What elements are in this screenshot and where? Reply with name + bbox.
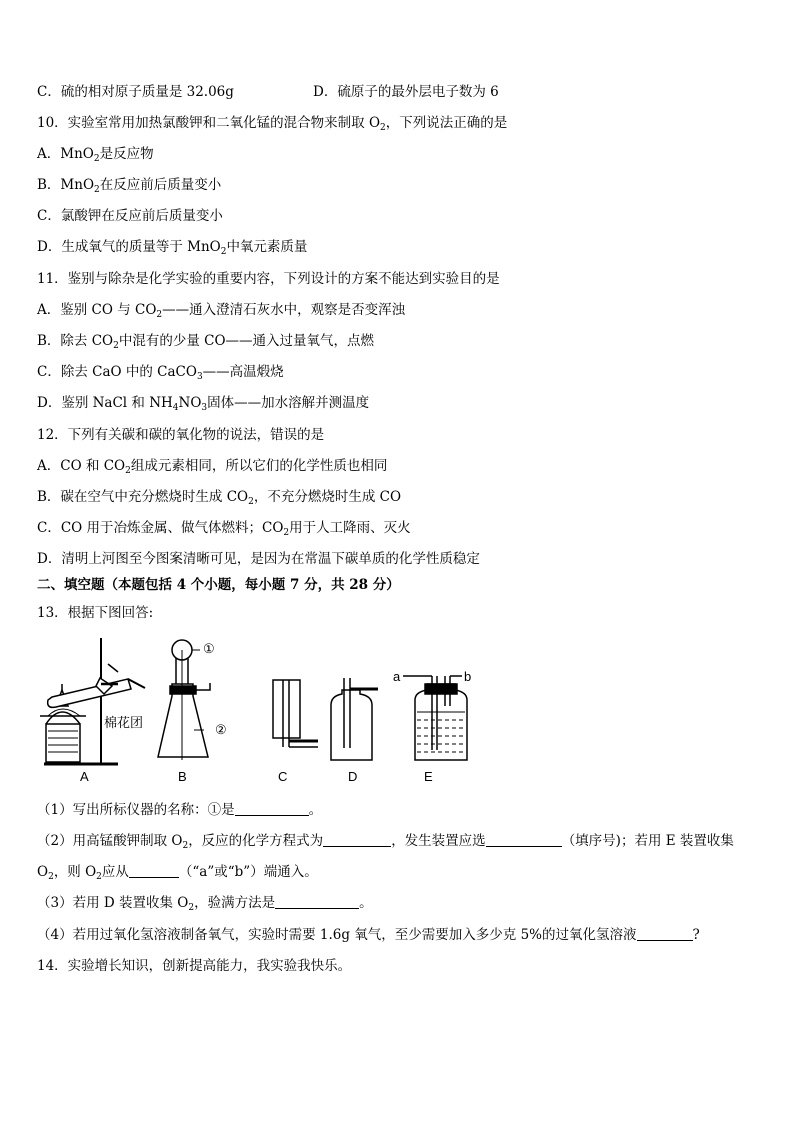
- q11-option-d: D．鉴别 NaCl 和 $NH_4NO_3$固体——加水溶解并测温度: [37, 395, 370, 413]
- question-12: 12．下列有关碳和碳的氧化物的说法，错误的是: [37, 427, 325, 443]
- q13-part-2-continued: $O_2$，则 $O_2$应从 （“a”或“b”）端通入。: [37, 864, 318, 882]
- q12-option-a: A．CO 和 $CO_2$组成元素相同，所以它们的化学性质也相同: [37, 458, 388, 476]
- question-13: 13．根据下图回答:: [37, 605, 154, 621]
- answer-blank[interactable]: [129, 863, 179, 878]
- marker-1: ①: [203, 641, 215, 656]
- q13-part-1: （1）写出所标仪器的名称：①是 。: [37, 802, 323, 818]
- apparatus-e: [403, 676, 467, 760]
- answer-blank[interactable]: [486, 832, 562, 847]
- q12-option-d: D．清明上河图至今图案清晰可见，是因为在常温下碳单质的化学性质稳定: [37, 551, 480, 567]
- q13-part-3: （3）若用 D 装置收集 $O_2$，验满方法是 。: [37, 895, 373, 913]
- apparatus-c: [273, 680, 318, 747]
- q12-option-b: B．碳在空气中充分燃烧时生成 $CO_2$，不充分燃烧时生成 CO: [37, 489, 402, 507]
- label-b: B: [178, 769, 187, 784]
- q11-option-b: B．除去 $CO_2$中混有的少量 CO——通入过量氧气，点燃: [37, 333, 375, 351]
- label-a: A: [80, 769, 89, 784]
- q11-option-a: A．鉴别 CO 与 $CO_2——$通入澄清石灰水中，观察是否变浑浊: [37, 302, 406, 320]
- answer-blank[interactable]: [235, 801, 309, 816]
- option-c-sulfur-mass: C．硫的相对原子质量是 32.06g: [37, 84, 234, 100]
- label-d: D: [348, 769, 358, 784]
- answer-blank[interactable]: [323, 832, 391, 847]
- q10-option-d: D．生成氧气的质量等于 MnO$_2$中氧元素质量: [37, 239, 308, 257]
- label-c: C: [278, 769, 288, 784]
- apparatus-d: [331, 678, 378, 760]
- answer-blank[interactable]: [637, 926, 693, 941]
- q10-option-a: A．MnO$_2$是反应物: [37, 146, 154, 164]
- option-d-sulfur-electrons: D．硫原子的最外层电子数为 6: [313, 84, 499, 100]
- q12-option-c: C．CO 用于冶炼金属、做气体燃料；$CO_2$用于人工降雨、灭火: [37, 520, 411, 538]
- port-b-label: b: [464, 669, 472, 684]
- cotton-label: 棉花团: [104, 716, 144, 731]
- q10-option-b: B．MnO$_2$在反应前后质量变小: [37, 177, 222, 195]
- answer-blank[interactable]: [275, 894, 359, 909]
- section-2-heading: 二、填空题（本题包括 4 个小题，每小题 7 分，共 28 分）: [37, 577, 400, 593]
- question-11: 11．鉴别与除杂是化学实验的重要内容，下列设计的方案不能达到实验目的是: [37, 271, 500, 287]
- apparatus-b: [158, 640, 210, 760]
- marker-2: ②: [215, 722, 227, 737]
- q11-option-c: C．除去 CaO 中的 CaCO$_3$——高温煅烧: [37, 364, 284, 382]
- q13-part-4: （4）若用过氧化氢溶液制备氧气，实验时需要 1.6g 氧气，至少需要加入多少克 5%的过氧化氢溶液 ?: [37, 927, 700, 943]
- question-14: 14．实验增长知识，创新提高能力，我实验我快乐。: [37, 958, 352, 974]
- q10-option-c: C．氯酸钾在反应前后质量变小: [37, 208, 223, 224]
- label-e: E: [424, 769, 433, 784]
- port-a-label: a: [393, 669, 401, 684]
- question-10: 10．实验室常用加热氯酸钾和二氧化锰的混合物来制取 $O_2$，下列说法正确的是: [37, 115, 508, 133]
- apparatus-a: [40, 638, 145, 764]
- q13-part-2: （2）用高锰酸钾制取 $O_2$，反应的化学方程式为 ，发生装置应选 （填序号)；若用 E 装置收集: [37, 833, 734, 851]
